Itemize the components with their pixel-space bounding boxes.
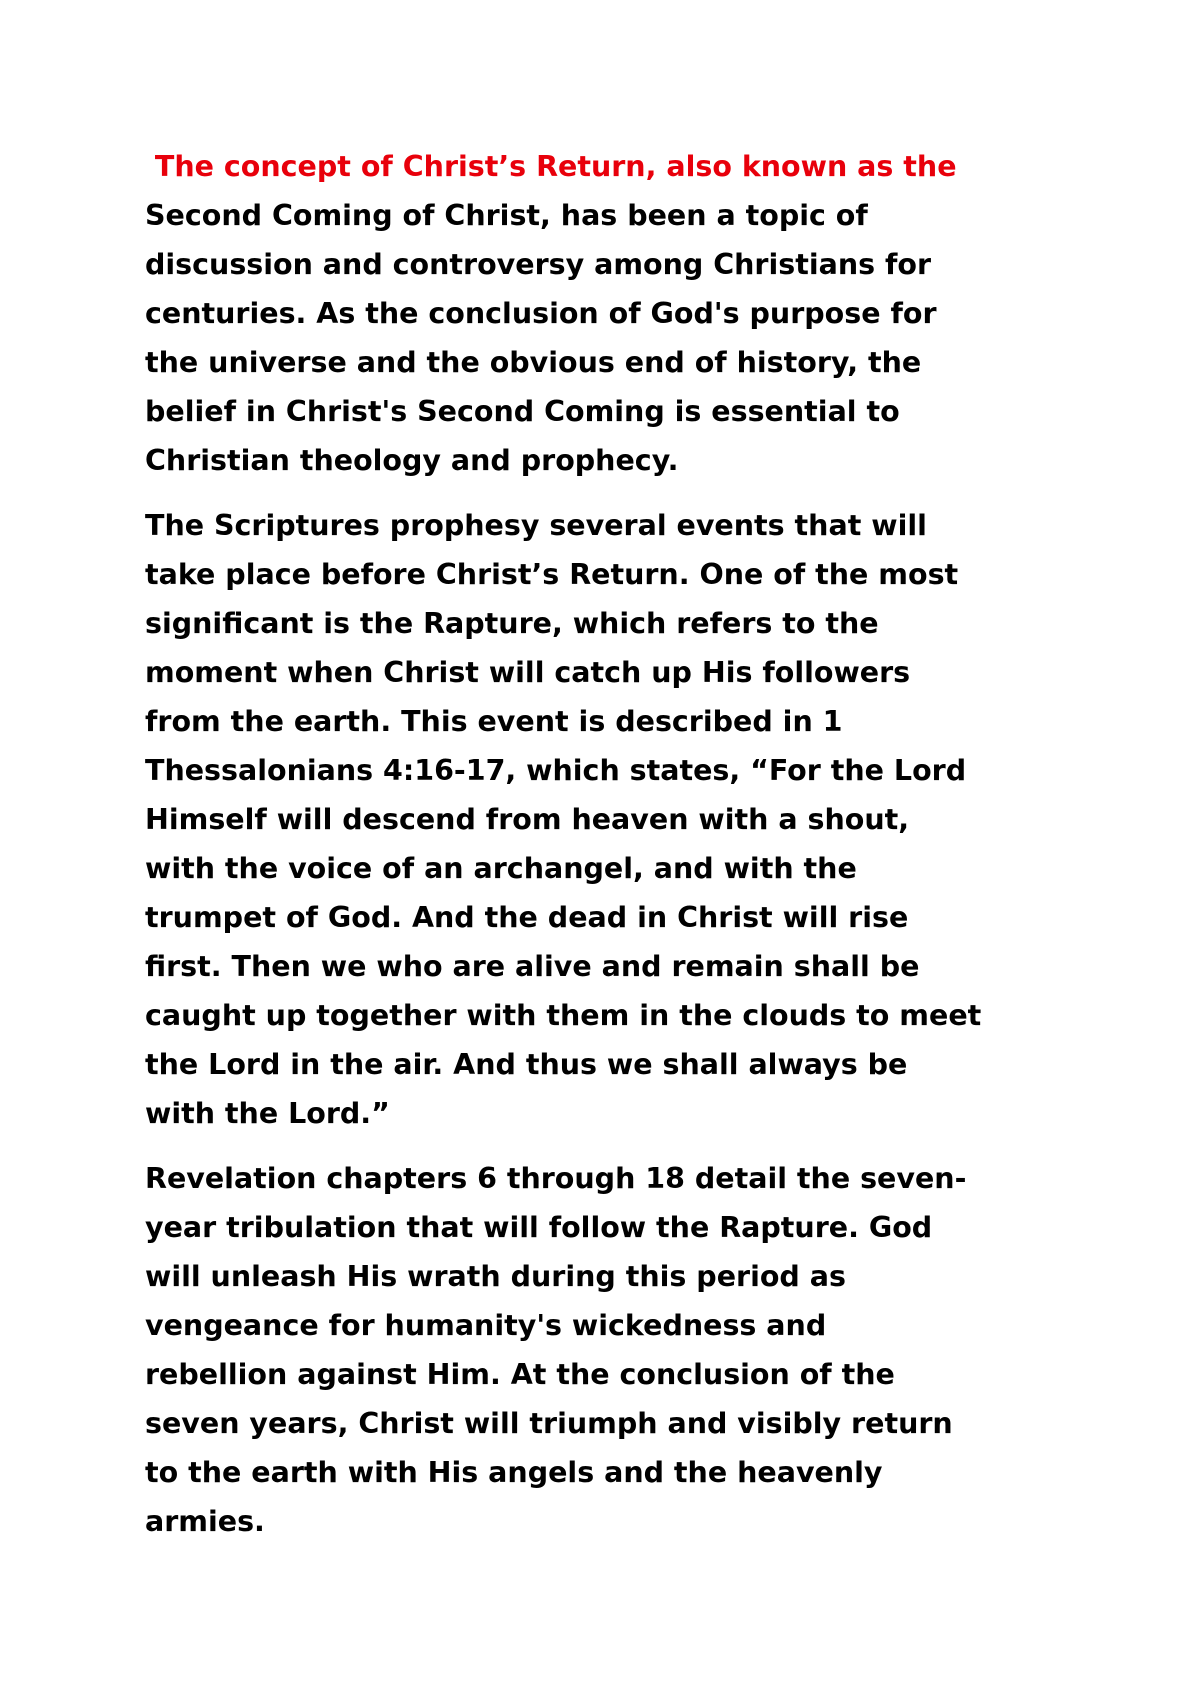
text-line: belief in Christ's Second Coming is essential to <box>145 395 900 428</box>
text-line: Himself will descend from heaven with a shout, <box>145 803 910 836</box>
text-line: vengeance for humanity's wickedness and <box>145 1309 827 1342</box>
paragraph-1 <box>145 142 1075 485</box>
text-line: with the voice of an archangel, and with the <box>145 852 857 885</box>
document-body <box>145 142 1075 1562</box>
highlighted-text-line: The concept of Christ’s Return, also known as the <box>145 150 957 183</box>
text-line: take place before Christ’s Return. One of the most <box>145 558 959 591</box>
text-line: rebellion against Him. At the conclusion of the <box>145 1358 895 1391</box>
text-line: the Lord in the air. And thus we shall always be <box>145 1048 908 1081</box>
text-line: to the earth with His angels and the heavenly <box>145 1456 883 1489</box>
text-line: armies. <box>145 1505 265 1538</box>
text-line: seven years, Christ will triumph and visibly return <box>145 1407 953 1440</box>
text-line: first. Then we who are alive and remain shall be <box>145 950 920 983</box>
text-line: the universe and the obvious end of history, the <box>145 346 922 379</box>
text-line: trumpet of God. And the dead in Christ will rise <box>145 901 909 934</box>
text-line: Revelation chapters 6 through 18 detail the seven- <box>145 1162 967 1195</box>
text-line: discussion and controversy among Christians for <box>145 248 932 281</box>
text-line: year tribulation that will follow the Rapture. God <box>145 1211 933 1244</box>
text-line: Christian theology and prophecy. <box>145 444 679 477</box>
paragraph-3 <box>145 1154 1075 1546</box>
text-line: with the Lord.” <box>145 1097 390 1130</box>
text-line: from the earth. This event is described in 1 <box>145 705 843 738</box>
paragraph-2 <box>145 501 1075 1138</box>
text-line: will unleash His wrath during this period as <box>145 1260 846 1293</box>
text-line: Second Coming of Christ, has been a topic of <box>145 199 868 232</box>
text-line: moment when Christ will catch up His followers <box>145 656 911 689</box>
text-line: Thessalonians 4:16-17, which states, “For the Lord <box>145 754 967 787</box>
text-line: centuries. As the conclusion of God's purpose for <box>145 297 937 330</box>
text-line: caught up together with them in the clouds to meet <box>145 999 982 1032</box>
text-line: significant is the Rapture, which refers to the <box>145 607 879 640</box>
text-line: The Scriptures prophesy several events that will <box>145 509 927 542</box>
